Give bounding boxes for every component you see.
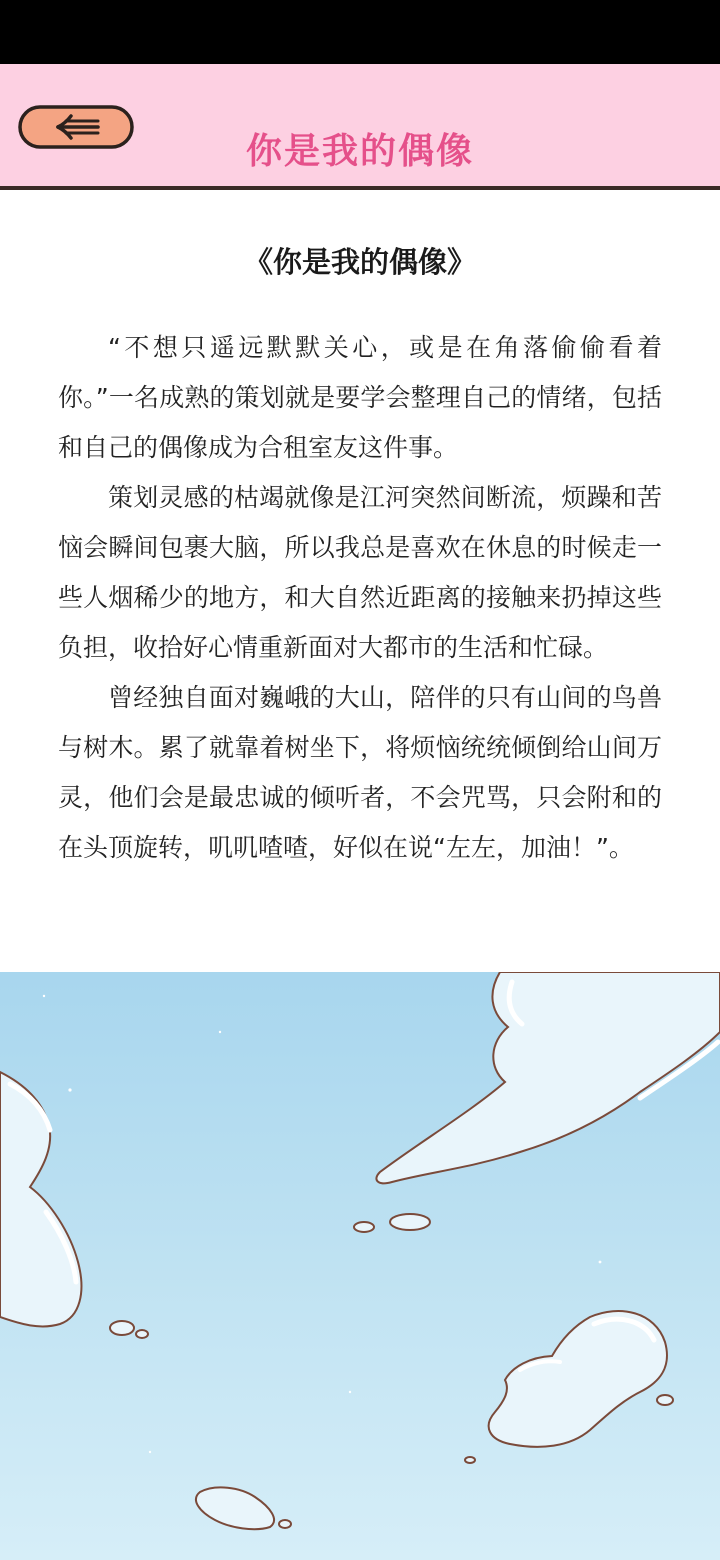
clouds-illustration xyxy=(0,972,720,1560)
article-paragraph: “不想只遥远默默关心，或是在角落偷偷看着你。”一名成熟的策划就是要学会整理自己的情绪，包括和自己的偶像成为合租室友这件事。 xyxy=(58,333,662,462)
sky-illustration xyxy=(0,972,720,1560)
article-body xyxy=(58,323,662,873)
article-paragraph: 曾经独自面对巍峨的大山，陪伴的只有山间的鸟兽与树木。累了就靠着树坐下，将烦恼统统倾倒给山间万灵，他们会是最忠诚的倾听者，不会咒骂，只会附和的在头顶旋转，叽叽喳喳，好似在说“左左，加油！”。 xyxy=(58,683,662,862)
cloud-shape xyxy=(196,1487,274,1529)
cloud-shape xyxy=(489,1311,667,1447)
header-bar xyxy=(0,64,720,190)
article-paragraph: 策划灵感的枯竭就像是江河突然间断流，烦躁和苦恼会瞬间包裹大脑，所以我总是喜欢在休息的时候走一些人烟稀少的地方，和大自然近距离的接触来扔掉这些负担，收拾好心情重新面对大都市的生活和忙碌。 xyxy=(58,483,662,662)
article-content xyxy=(0,190,720,972)
status-bar xyxy=(0,0,720,64)
article-title: 《你是我的偶像》 xyxy=(243,245,476,279)
page-title: 你是我的偶像 xyxy=(245,131,474,172)
